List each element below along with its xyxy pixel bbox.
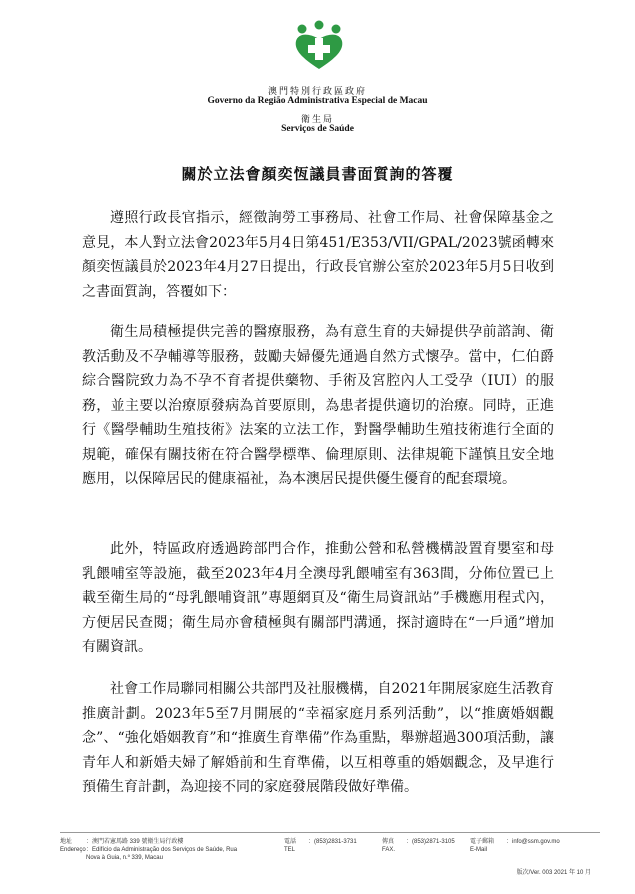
paragraph-family-education: 社會工作局聯同相關公共部門及社服機構，自2021年開展家庭生活教育推廣計劃。2023年5至7月開展的“幸福家庭月系列活動”，以“推廣婚姻觀念”、“強化婚姻教育”和“推廣生育準備”作為重點，舉辦超過300項活動，讓青年人和新婚夫婦了解婚前和生育準備，以互相尊重的婚姻觀念，及早進行預備生育計劃，為迎接不同的家庭發展階段做好準備。 <box>82 681 554 795</box>
paragraph-intro: 遵照行政長官指示，經徵詢勞工事務局、社會工作局、社會保障基金之意見，本人對立法會2023年5月4日第451/E353/VII/GPAL/2023號函轉來顏奕恆議員於2023年4月27日提出，行政長官辦公室於2023年5月5日收到之書面質詢，答覆如下： <box>82 210 554 300</box>
tel-label-pt: TEL <box>284 847 296 853</box>
email-label-zh: 電子郵箱 <box>470 839 495 845</box>
email-address: ：info@ssm.gov.mo <box>506 839 560 845</box>
address-zh: ：澳門若憲馬路 339 號衛生局行政樓 <box>86 839 184 845</box>
address-label-zh: 地址 <box>60 839 73 845</box>
paragraph-health-services: 衛生局積極提供完善的醫療服務，為有意生育的夫婦提供孕前諮詢、衛教活動及不孕輔導等服務，鼓勵夫婦優先通過自然方式懷孕。當中，仁伯爵綜合醫院致力為不孕不育者提供藥物、手術及宮腔內人工受孕（IUI）的服務，並主要以治療原發病為首要原則，為患者提供適切的治療。同時，正進行《醫學輔助生殖技術》法案的立法工作，對醫學輔助生殖技術進行全面的規範，確保有關技術在符合醫學標準、倫理原則、法律規範下謹慎且安全地應用，以保障居民的健康福祉，為本澳居民提供優生優育的配套環境。 <box>82 324 554 487</box>
department-name-pt: Serviços de Saúde <box>281 124 354 134</box>
document-title: 關於立法會顏奕恆議員書面質詢的答覆 <box>181 165 454 183</box>
department-name-zh: 衛生局 <box>300 115 334 125</box>
email-label-pt: E-Mail <box>470 847 488 853</box>
fax-label-zh: 傳真 <box>382 839 395 845</box>
health-services-logo-icon <box>292 20 346 70</box>
address-label-pt: Endereço <box>60 847 86 853</box>
tel-number: ：(853)2831-3731 <box>308 839 357 845</box>
version-label: 版次/Ver. 003 2021 年 10 月 <box>516 870 591 876</box>
fax-number: ：(853)2871-3105 <box>406 839 455 845</box>
government-name-zh: 澳門特別行政區政府 <box>267 87 367 97</box>
fax-label-pt: FAX. <box>382 847 396 853</box>
address-pt: ：Edifício da Administração dos Serviços de Saúde, Rua Nova à Guia, n.º 339, Macau <box>86 847 238 861</box>
footer-divider <box>60 832 600 833</box>
tel-label-zh: 電話 <box>284 839 297 845</box>
government-name-pt: Governo da Região Administrativa Especial de Macau <box>207 96 428 106</box>
paragraph-breastfeeding-rooms: 此外，特區政府透過跨部門合作，推動公營和私營機構設置育嬰室和母乳餵哺室等設施，截至2023年4月全澳母乳餵哺室有363間，分佈位置已上載至衛生局的“母乳餵哺資訊”專題網頁及“衛生局資訊站”手機應用程式內，方便居民查閱；衛生局亦會積極與有關部門溝通，探討適時在“一戶通”增加有關資訊。 <box>82 541 554 655</box>
